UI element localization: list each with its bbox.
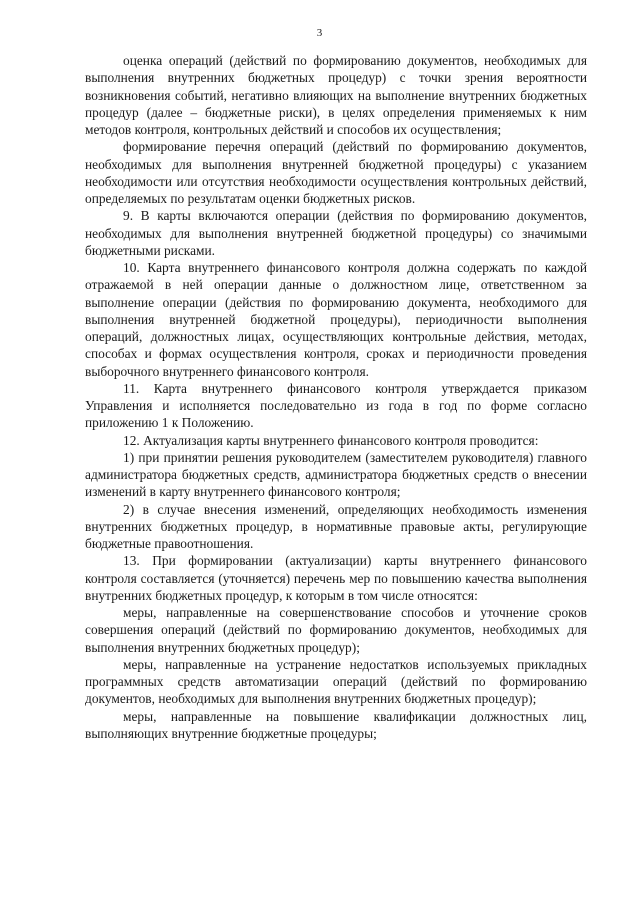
paragraph-item-12-sub-1: 1) при принятии решения руководителем (заместителем руководителя) главного администратора бюджетных средств, администратора бюджетных средств о внесении изменений в карту внутреннего финансового контроля;: [85, 449, 587, 500]
page-number: 3: [316, 27, 323, 39]
paragraph-item-9: 9. В карты включаются операции (действия по формированию документов, необходимых для выполнения внутренней бюджетной процедуры) со значимыми бюджетными рисками.: [85, 208, 587, 258]
paragraph-item-10: 10. Карта внутреннего финансового контроля должна содержать по каждой отражаемой в ней операции данные о должностном лице, ответственном за выполнение операции (действия по формированию документа, необходимого для выполнения внутренней бюджетной процедуры), периодичности выполнения операций, должностных лицах, осуществляющих контрольные действия, методах, способах и формах осуществления контроля, сроках и периодичности проведения выборочного внутреннего финансового контроля.: [85, 260, 587, 379]
paragraph-measure-qualification: меры, направленные на повышение квалификации должностных лиц, выполняющих внутренние бюджетные процедуры;: [85, 708, 587, 741]
paragraph-risk-assessment: оценка операций (действий по формированию документов, необходимых для выполнения внутренних бюджетных процедур) с точки зрения вероятности возникновения событий, негативно влияющих на выполнение внутренних бюджетных процедур (далее – бюджетные риски), в целях определения применяемых к ним методов контроля, контрольных действий и способов их осуществления;: [85, 53, 587, 137]
paragraph-measure-software: меры, направленные на устранение недостатков используемых прикладных программных средств автоматизации операций (действий по формированию документов, необходимых для выполнения внутренних бюджетных процедур);: [85, 656, 587, 707]
paragraph-item-12-sub-2: 2) в случае внесения изменений, определяющих необходимость изменения внутренних бюджетных процедур, в нормативные правовые акты, регулирующие бюджетные правоотношения.: [85, 501, 587, 551]
document-body: [85, 52, 587, 742]
paragraph-item-12: 12. Актуализация карты внутреннего финансового контроля проводится:: [123, 432, 539, 448]
paragraph-item-13: 13. При формировании (актуализации) карты внутреннего финансового контроля составляется (уточняется) перечень мер по повышению качества выполнения внутренних бюджетных процедур, к которым в том числе относятся:: [85, 553, 587, 603]
paragraph-item-11: 11. Карта внутреннего финансового контроля утверждается приказом Управления и исполняется последовательно из года в год по форме согласно приложению 1 к Положению.: [85, 380, 587, 431]
paragraph-operations-list: формирование перечня операций (действий по формированию документов, необходимых для выполнения внутренней бюджетной процедуры) с указанием необходимости или отсутствия необходимости осуществления контрольных действий, определяемых по результатам оценки бюджетных рисков.: [85, 139, 587, 206]
paragraph-measure-methods: меры, направленные на совершенствование способов и уточнение сроков совершения операций (действий по формированию документов, необходимых для выполнения внутренних бюджетных процедур);: [85, 605, 587, 655]
